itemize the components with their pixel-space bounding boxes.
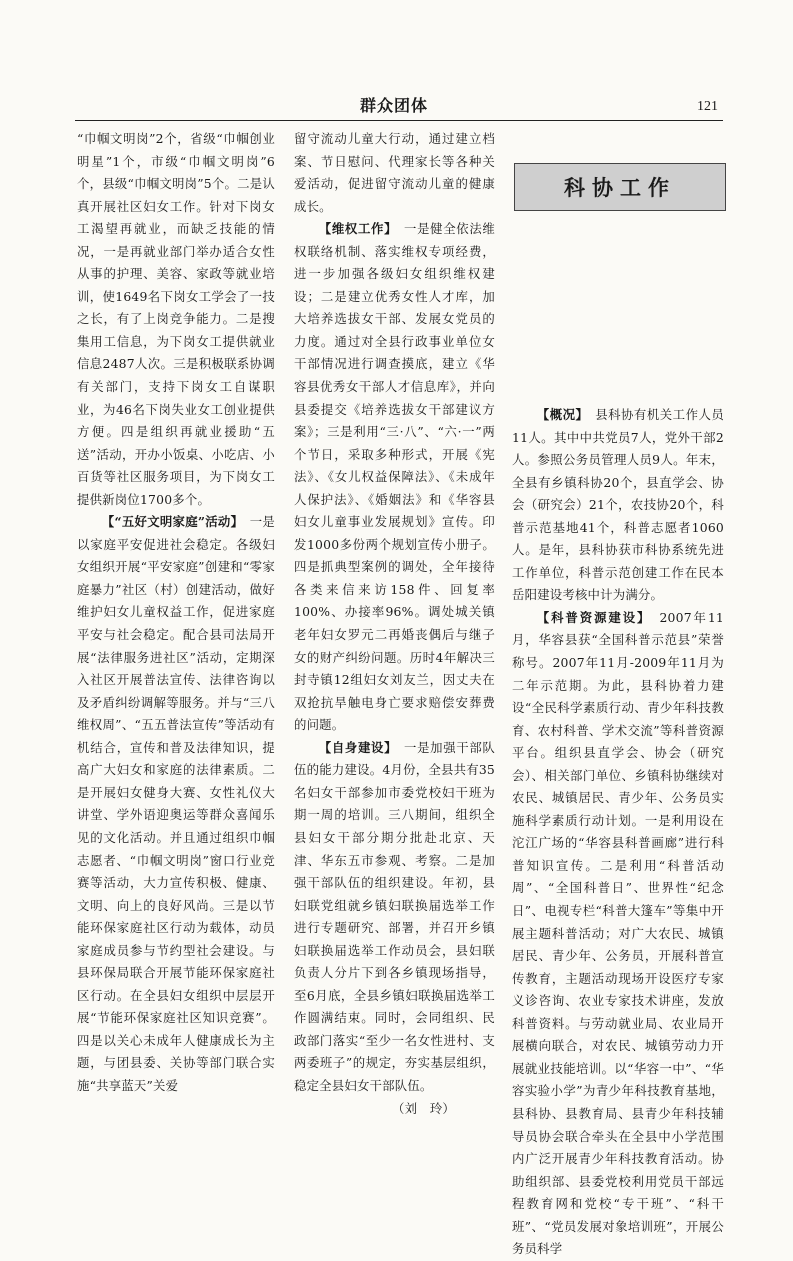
middle-paragraph-3-body: 一是加强干部队伍的能力建设。4月份，全县共有35名妇女干部参加市委党校妇干班为期一周的培训。三八期间，组织全县妇女干部分期分批赴北京、天津、华东五市参观、考察。二是加强干部队伍的组织建设。年初，县妇联党组就乡镇妇联换届选举工作进行专题研究、部署，并召开乡镇妇联换届选举工作动员会，县妇联负责人分片下到各乡镇现场指导，至6月底，全县乡镇妇联换届选举工作圆满结束。同时，会同组织、民政部门落实“至少一名女性进村、支两委班子”的规定，夯实基层组织，稳定全县妇女干部队伍。: [294, 739, 495, 1093]
right-paragraph-1: [512, 404, 724, 607]
header-divider: [75, 120, 723, 121]
middle-paragraph-2-body: 一是健全依法维权联络机制、落实维权专项经费，进一步加强各级妇女组织维权建设；二是建立优秀女性人才库，加大培养选拔女干部、发展女党员的力度。通过对全县行政事业单位女干部情况进行调查摸底，建立《华容县优秀女干部人才信息库》，并向县委提交《培养选拔女干部建议方案》；三是利用“三·八”、“六·一”两个节日，采取多种形式，开展《宪法》、《女儿权益保障法》、《未成年人保护法》、《婚姻法》和《华容县妇女儿童事业发展规划》宣传。印发1000多份两个规划宣传小册子。四是抓典型案例的调处，全年接待各类来信来访158件、回复率100%、办接率96%。调处城关镇老年妇女罗元二再婚丧偶后与继子女的财产纠纷问题。历时4年解决三封寺镇12组妇女刘友兰，因丈夫在双抢抗旱触电身亡要求赔偿安葬费的问题。: [294, 221, 495, 733]
author-signature: （刘 玲）: [392, 1100, 455, 1116]
right-paragraph-2: [512, 607, 724, 1261]
section-banner-science-association: 科协工作: [514, 163, 726, 211]
subsection-heading-science-resources: 【科普资源建设】: [536, 609, 646, 625]
right-column: [512, 404, 724, 1261]
subsection-heading-overview: 【概况】: [536, 407, 583, 422]
left-paragraph-1: “巾帼文明岗”2个，省级“巾帼创业明星”1个，市级“巾帼文明岗”6个，县级“巾帼文明岗”5个。二是认真开展社区妇女工作。针对下岗女工渴望再就业，而缺乏技能的情况，一是再就业部门举办适合女性从事的护理、美容、家政等就业培训，使1649名下岗女工学会了一技之长，有了上岗竞争能力。二是搜集用工信息，为下岗女工提供就业信息2487人次。三是积极联系协调有关部门，支持下岗女工自谋职业，为46名下岗失业女工创业提供方便。四是组织再就业援助“五送”活动，开办小饭桌、小吃店、小百货等社区服务项目，为下岗女工提供新岗位1700多个。: [77, 131, 275, 507]
left-column: [77, 128, 275, 1098]
middle-paragraph-3: [294, 737, 495, 1098]
middle-column: [294, 128, 495, 1120]
middle-paragraph-2: [294, 218, 495, 737]
subsection-heading-self-building: 【自身建设】: [318, 739, 391, 755]
left-paragraph-2-body: 一是以家庭平安促进社会稳定。各级妇女组织开展“平安家庭”创建和“零家庭暴力”社区（村）创建活动，做好维护妇女儿童权益工作，促进家庭平安与社会稳定。配合县司法局开展“法律服务进社区”活动，定期深入社区开展普法宣传、法律咨询以及矛盾纠纷调解等服务。并与“三八维权周”、“五五普法宣传”等活动有机结合，宣传和普及法律知识，提高广大妇女和家庭的法律素质。二是开展妇女健身大赛、女性礼仪大讲堂、学外语迎奥运等群众喜闻乐见的文化活动。并且通过组织巾帼志愿者、“巾帼文明岗”窗口行业竞赛等活动，大力宣传积极、健康、文明、向上的良好风尚。三是以节能环保家庭社区行动为载体，动员家庭成员参与节约型社会建设。与县环保局联合开展节能环保家庭社区行动。在全县妇女组织中层层开展“节能环保家庭社区知识竞赛”。四是以关心未成年人健康成长为主题，与团县委、关协等部门联合实施“共享蓝天”关爱: [77, 514, 275, 1093]
right-paragraph-2-body: 2007年11月，华容县获“全国科普示范县”荣誉称号。2007年11月-2009年11月为二年示范期。为此，县科协着力建设“全民科学素质行动、青少年科技教育、农村科普、学术交流”等科普资源平台。组织县直学会、协会（研究会）、相关部门单位、乡镇科协继续对农民、城镇居民、青少年、公务员实施科学素质行动计划。一是利用设在沱江广场的“华容县科普画廊”进行科普知识宣传。二是利用“科普活动周”、“全国科普日”、世界性“纪念日”、电视专栏“科普大篷车”等集中开展主题科普活动；对广大农民、城镇居民、青少年、公务员，开展科普宣传教育，主题活动现场开设医疗专家义诊咨询、农业专家技术讲座，发放科普资料。与劳动就业局、农业局开展横向联合，对农民、城镇劳动力开展就业技能培训。以“华容一中”、“华容实验小学”为青少年科技教育基地，县科协、县教育局、县青少年科技辅导员协会联合牵头在全县中小学范围内广泛开展青少年科技教育活动。协助组织部、县委党校利用党员干部远程教育网和党校“专干班”、“科干班”、“党员发展对象培训班”，开展公务员科学: [512, 609, 725, 1257]
middle-paragraph-1: 留守流动儿童大行动，通过建立档案、节日慰问、代理家长等各种关爱活动，促进留守流动儿童的健康成长。: [294, 131, 495, 214]
subsection-heading-rights-protection: 【维权工作】: [318, 221, 391, 237]
page-number: 121: [697, 99, 718, 114]
running-header-title: 群众团体: [360, 96, 429, 115]
subsection-heading-five-good-families: 【“五好文明家庭”活动】: [101, 514, 238, 530]
left-paragraph-2: [77, 511, 275, 1097]
right-paragraph-1-body: 县科协有机关工作人员11人。其中中共党员7人，党外干部2人。参照公务员管理人员9人。年末，全县有乡镇科协20个，县直学会、协会（研究会）21个，农技协20个，科普示范基地41个，科普志愿者1060人。是年，县科协获市科协系统先进工作单位，科普示范创建工作在民本岳阳建设考核中计为满分。: [512, 407, 725, 603]
